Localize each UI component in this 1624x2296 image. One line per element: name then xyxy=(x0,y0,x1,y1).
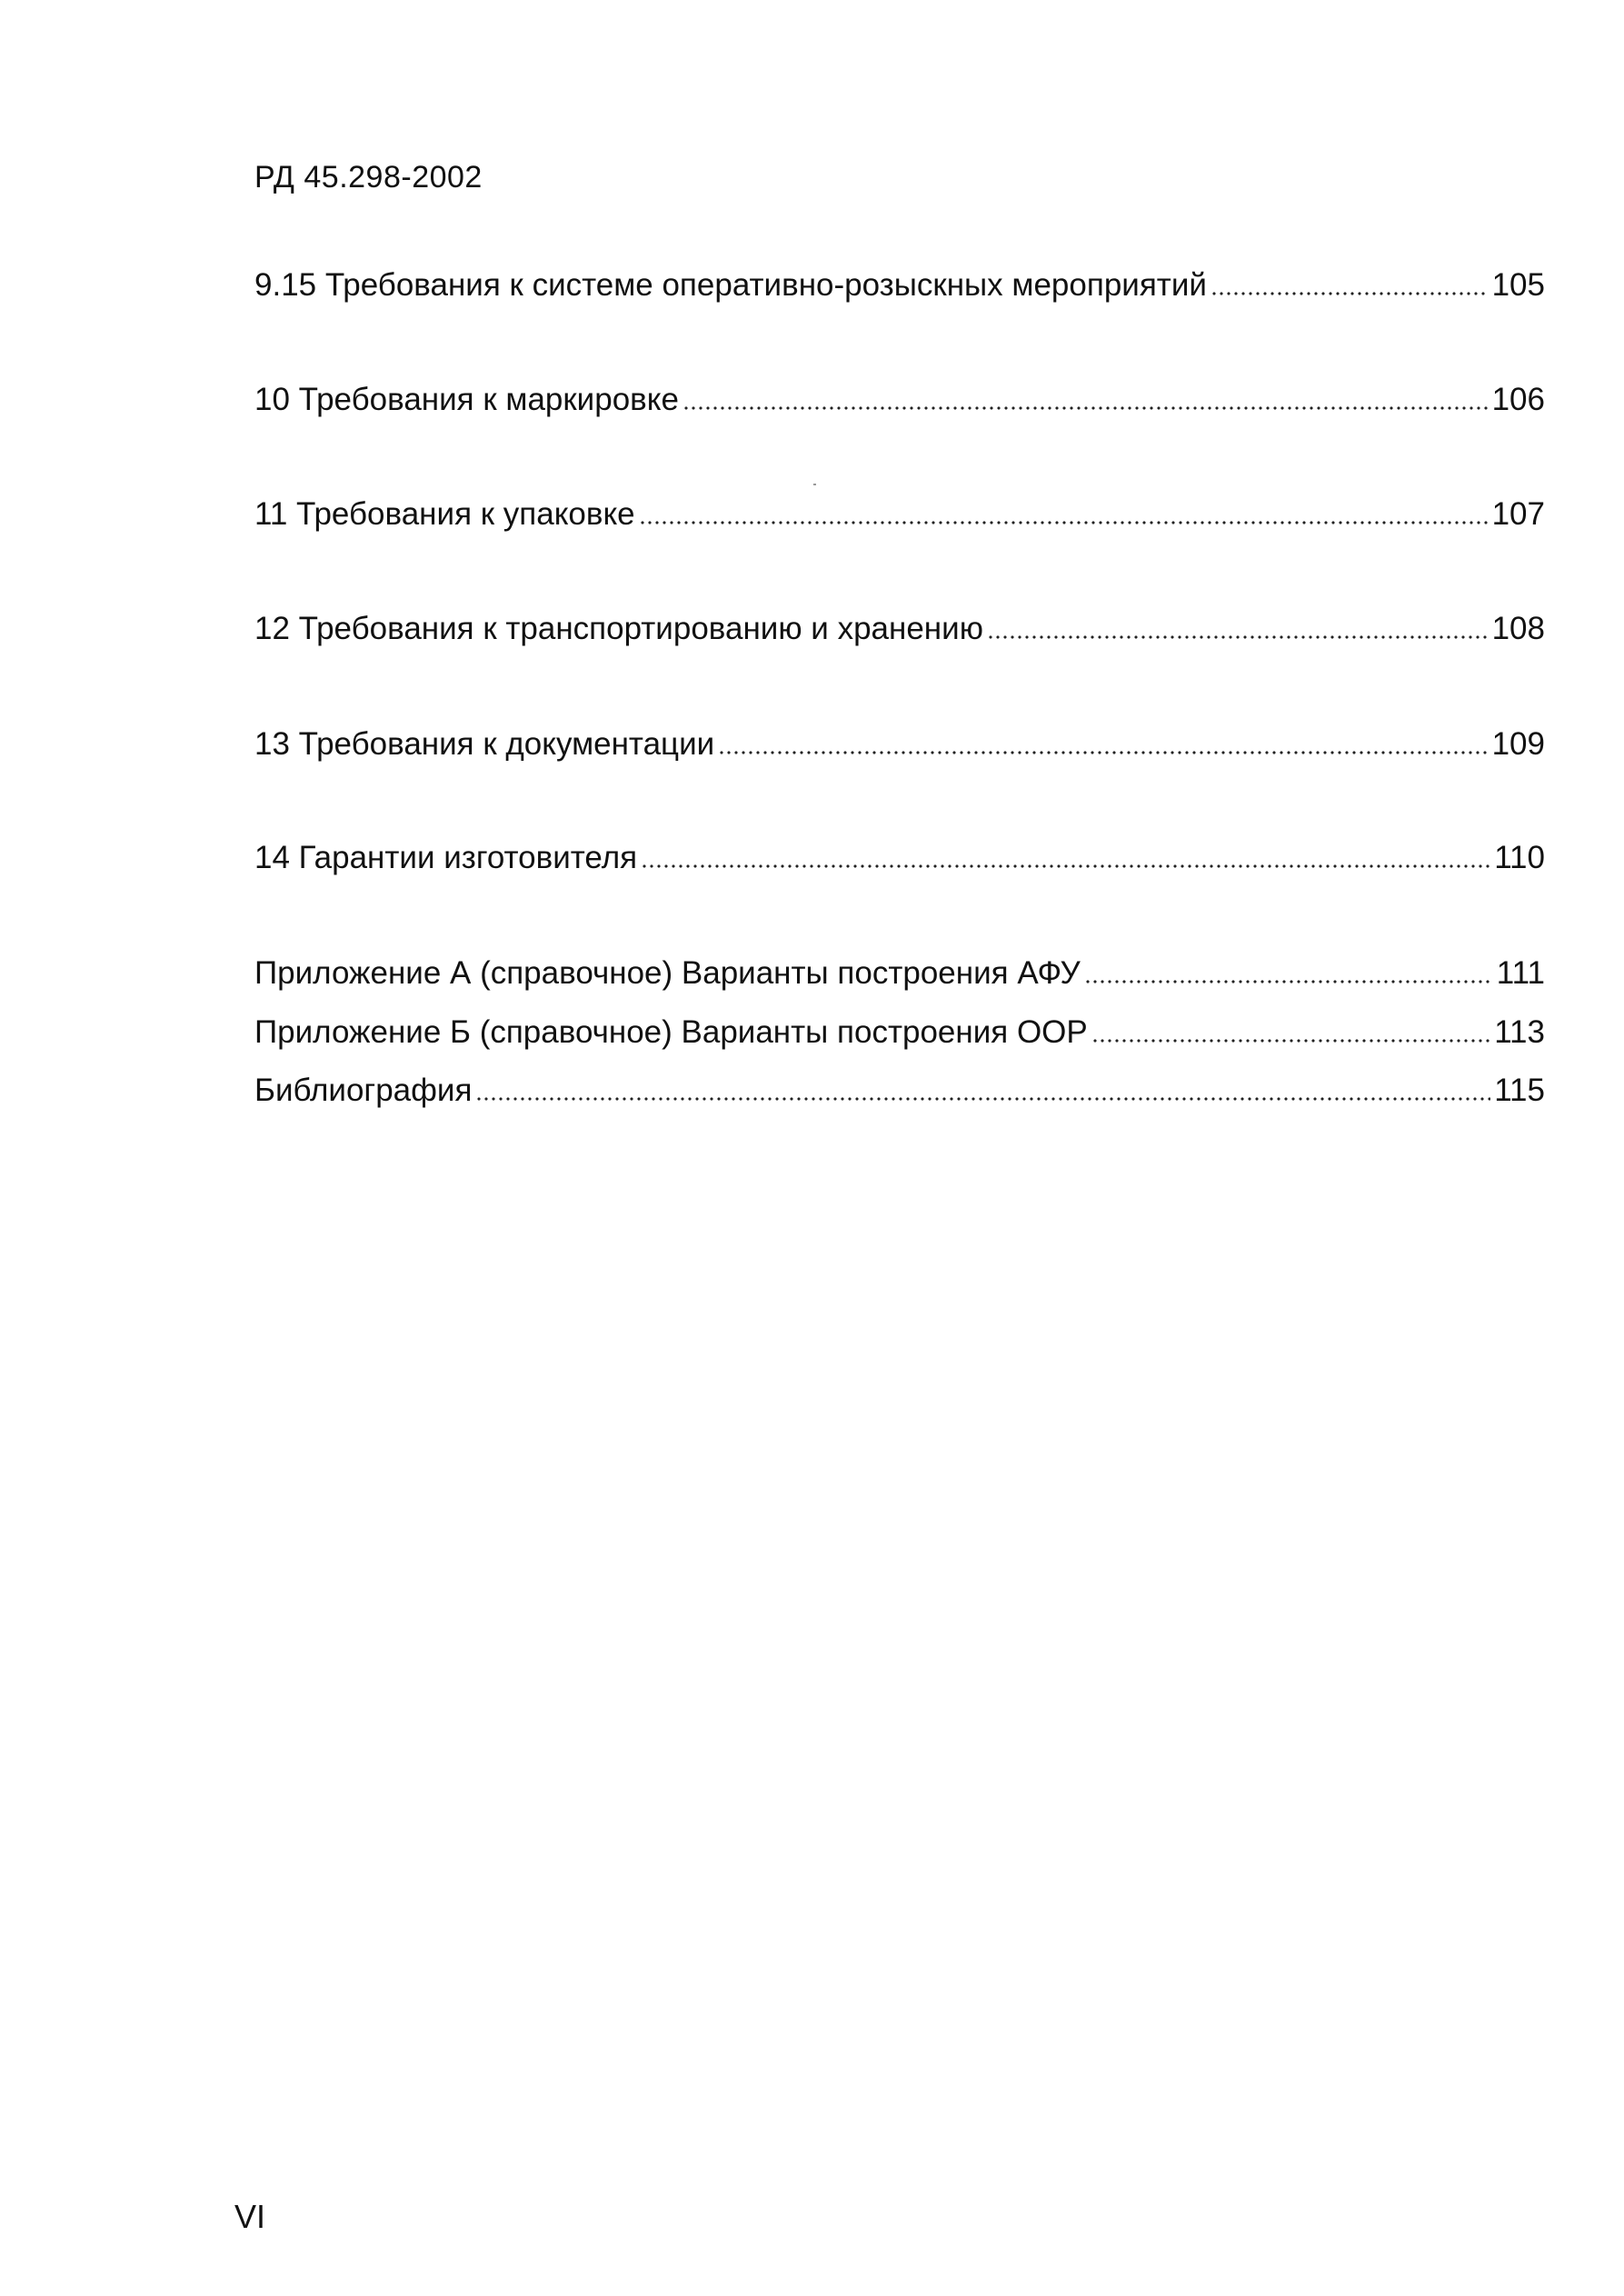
toc-entry-page: 107 xyxy=(1491,496,1545,532)
toc-entry-11[interactable] xyxy=(254,494,1545,534)
toc-entry-appendix-b[interactable] xyxy=(254,1013,1545,1053)
dot-leader xyxy=(718,727,1488,754)
document-code-header: РД 45.298-2002 xyxy=(254,160,483,195)
toc-entry-14[interactable] xyxy=(254,838,1545,878)
toc-entry-bibliography[interactable] xyxy=(254,1071,1545,1111)
toc-entry-10[interactable] xyxy=(254,380,1545,420)
dot-leader xyxy=(639,497,1489,524)
toc-entry-title: Приложение Б (справочное) Варианты построения ООР xyxy=(254,1014,1088,1050)
scan-speck xyxy=(813,484,816,485)
toc-entry-title: 14 Гарантии изготовителя xyxy=(254,840,638,875)
dot-leader xyxy=(475,1073,1490,1101)
toc-entry-title: Приложение А (справочное) Варианты построения АФУ xyxy=(254,955,1081,991)
toc-entry-page: 110 xyxy=(1494,840,1545,875)
toc-entry-12[interactable] xyxy=(254,609,1545,649)
toc-entry-13[interactable] xyxy=(254,724,1545,764)
dot-leader xyxy=(1091,1015,1490,1043)
toc-entry-page: 113 xyxy=(1494,1014,1545,1050)
page-number-roman: VI xyxy=(234,2198,266,2235)
toc-entry-page: 106 xyxy=(1491,382,1545,417)
toc-entry-page: 105 xyxy=(1491,267,1545,303)
toc-entry-title: Библиография xyxy=(254,1073,473,1108)
toc-entry-title: 10 Требования к маркировке xyxy=(254,382,679,417)
toc-entry-title: 11 Требования к упаковке xyxy=(254,496,635,532)
dot-leader xyxy=(641,841,1490,868)
toc-entry-title: 12 Требования к транспортированию и хранению xyxy=(254,611,983,646)
toc-entry-page: 115 xyxy=(1494,1073,1545,1108)
toc-entry-9-15[interactable] xyxy=(254,265,1545,305)
toc-entry-page: 111 xyxy=(1496,955,1545,991)
dot-leader xyxy=(682,383,1489,410)
dot-leader xyxy=(987,612,1489,639)
toc-entry-page: 109 xyxy=(1491,726,1545,762)
toc-entry-appendix-a[interactable] xyxy=(254,953,1545,993)
toc-entry-title: 9.15 Требования к системе оперативно-розыскных мероприятий xyxy=(254,267,1207,303)
toc-entry-page: 108 xyxy=(1491,611,1545,646)
dot-leader xyxy=(1211,268,1489,295)
toc-entry-title: 13 Требования к документации xyxy=(254,726,715,762)
dot-leader xyxy=(1084,956,1493,983)
